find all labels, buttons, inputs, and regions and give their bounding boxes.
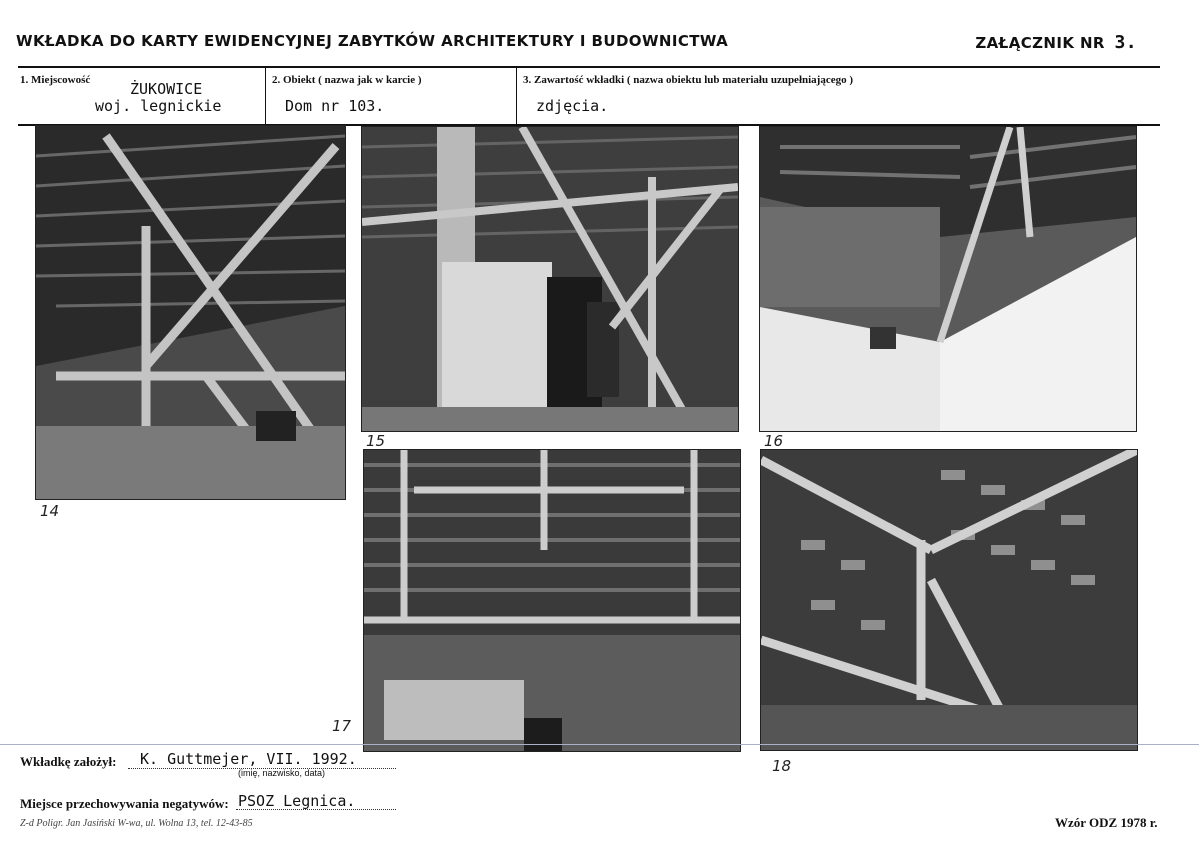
header-top-rule xyxy=(18,66,1160,68)
place-value-town: ŻUKOWICE xyxy=(130,80,203,98)
place-value-region: woj. legnickie xyxy=(95,97,222,115)
attachment-label-text: ZAŁĄCZNIK NR xyxy=(975,34,1105,52)
photo-14-attic-roof-truss xyxy=(35,125,346,500)
field-divider-1 xyxy=(265,68,266,124)
founded-hint: (imię, nazwisko, data) xyxy=(238,768,326,778)
object-value: Dom nr 103. xyxy=(285,97,385,115)
contents-label: 3. Zawartość wkładki ( nazwa obiektu lub materiału uzupełniającego ) xyxy=(523,74,854,86)
founded-label: Wkładkę założył: xyxy=(20,754,117,769)
photo-16-number: 16 xyxy=(764,432,784,450)
form-title: WKŁADKA DO KARTY EWIDENCYJNEJ ZABYTKÓW ARCHITEKTURY I BUDOWNICTWA xyxy=(16,32,729,50)
photo-17-roof-truss-gable xyxy=(363,449,741,752)
photo-16-attic-corner-wall xyxy=(759,126,1137,432)
founded-value: K. Guttmejer, VII. 1992. xyxy=(140,750,357,768)
photo-15-number: 15 xyxy=(366,432,386,450)
photo-18-roof-truss-corner xyxy=(760,449,1138,751)
storage-value: PSOZ Legnica. xyxy=(238,792,356,810)
printer-imprint: Z-d Poligr. Jan Jasiński W-wa, ul. Wolna 13, tel. 12-43-85 xyxy=(20,818,253,829)
contents-value: zdjęcia. xyxy=(536,97,609,115)
object-label: 2. Obiekt ( nazwa jak w karcie ) xyxy=(272,74,422,86)
storage-label: Miejsce przechowywania negatywów: xyxy=(20,796,229,811)
place-label: 1. Miejscowość xyxy=(20,74,91,86)
footer-divider xyxy=(0,744,1199,745)
photo-14-number: 14 xyxy=(40,502,60,520)
photo-15-attic-chimney xyxy=(361,126,739,432)
attachment-number: 3. xyxy=(1114,32,1137,53)
attachment-label xyxy=(975,32,1137,53)
field-divider-2 xyxy=(516,68,517,124)
form-reference: Wzór ODZ 1978 r. xyxy=(1055,815,1158,830)
photo-18-number: 18 xyxy=(772,757,792,775)
photo-17-number: 17 xyxy=(332,717,352,735)
